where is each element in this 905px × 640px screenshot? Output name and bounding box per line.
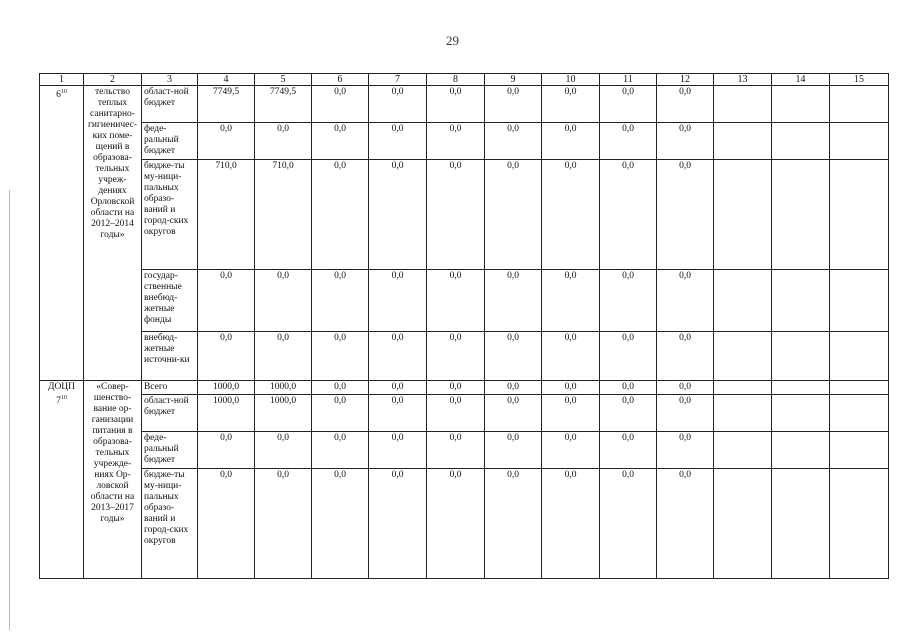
empty-cell <box>830 160 889 270</box>
value-cell: 0,0 <box>600 395 657 432</box>
header-cell: 10 <box>542 74 600 86</box>
value-cell: 0,0 <box>657 332 714 381</box>
program-name-cell: «Совер-шенство-вание ор-ганизации питания в образова-тельных учрежде-ниях Ор-ловской области на 2013–2017 годы» <box>84 381 142 579</box>
empty-cell <box>772 469 830 579</box>
funding-source-cell: государ-ственные внебюд-жетные фонды <box>142 270 198 332</box>
header-cell: 13 <box>714 74 772 86</box>
table-row <box>40 160 889 270</box>
value-cell: 0,0 <box>657 381 714 395</box>
value-cell: 710,0 <box>255 160 312 270</box>
value-cell: 0,0 <box>427 123 485 160</box>
value-cell: 0,0 <box>312 86 369 123</box>
empty-cell <box>772 160 830 270</box>
value-cell: 0,0 <box>427 432 485 469</box>
funding-source-cell: бюдже-ты му-ници-пальных образо-ваний и город-ских округов <box>142 160 198 270</box>
value-cell: 0,0 <box>198 432 255 469</box>
value-cell: 0,0 <box>657 395 714 432</box>
value-cell: 0,0 <box>255 469 312 579</box>
value-cell: 0,0 <box>369 270 427 332</box>
value-cell: 0,0 <box>198 469 255 579</box>
value-cell: 0,0 <box>369 86 427 123</box>
value-cell: 0,0 <box>427 381 485 395</box>
value-cell: 0,0 <box>657 270 714 332</box>
header-row <box>40 74 889 86</box>
value-cell: 0,0 <box>427 270 485 332</box>
funding-source-cell: Всего <box>142 381 198 395</box>
value-cell: 0,0 <box>255 123 312 160</box>
header-cell: 5 <box>255 74 312 86</box>
empty-cell <box>714 381 772 395</box>
empty-cell <box>714 123 772 160</box>
empty-cell <box>772 123 830 160</box>
funding-source-cell: феде-ральный бюджет <box>142 123 198 160</box>
empty-cell <box>714 86 772 123</box>
empty-cell <box>830 469 889 579</box>
value-cell: 0,0 <box>485 86 542 123</box>
value-cell: 0,0 <box>485 123 542 160</box>
empty-cell <box>714 270 772 332</box>
value-cell: 0,0 <box>427 160 485 270</box>
value-cell: 0,0 <box>542 381 600 395</box>
value-cell: 0,0 <box>600 469 657 579</box>
header-cell: 6 <box>312 74 369 86</box>
table-row <box>40 432 889 469</box>
value-cell: 0,0 <box>369 123 427 160</box>
table-row <box>40 332 889 381</box>
value-cell: 0,0 <box>485 432 542 469</box>
page-number: 29 <box>446 33 459 48</box>
empty-cell <box>830 123 889 160</box>
value-cell: 0,0 <box>312 332 369 381</box>
value-cell: 0,0 <box>600 270 657 332</box>
program-code-sup: 10 <box>60 89 67 95</box>
empty-cell <box>714 160 772 270</box>
value-cell: 710,0 <box>198 160 255 270</box>
left-margin-line <box>9 190 10 630</box>
value-cell: 0,0 <box>255 332 312 381</box>
value-cell: 1000,0 <box>255 395 312 432</box>
value-cell: 0,0 <box>657 123 714 160</box>
value-cell: 0,0 <box>600 381 657 395</box>
empty-cell <box>772 381 830 395</box>
value-cell: 0,0 <box>485 332 542 381</box>
value-cell: 0,0 <box>427 332 485 381</box>
empty-cell <box>772 270 830 332</box>
table-row <box>40 381 889 395</box>
value-cell: 7749,5 <box>198 86 255 123</box>
value-cell: 0,0 <box>542 270 600 332</box>
funding-source-cell: област-ной бюджет <box>142 395 198 432</box>
value-cell: 0,0 <box>312 123 369 160</box>
value-cell: 0,0 <box>600 86 657 123</box>
empty-cell <box>830 270 889 332</box>
empty-cell <box>830 332 889 381</box>
value-cell: 0,0 <box>542 395 600 432</box>
value-cell: 0,0 <box>427 86 485 123</box>
value-cell: 0,0 <box>657 469 714 579</box>
value-cell: 0,0 <box>542 160 600 270</box>
header-cell: 8 <box>427 74 485 86</box>
value-cell: 0,0 <box>312 160 369 270</box>
value-cell: 0,0 <box>600 160 657 270</box>
budget-table <box>39 73 889 579</box>
funding-source-cell: внебюд-жетные источни-ки <box>142 332 198 381</box>
value-cell: 0,0 <box>427 469 485 579</box>
value-cell: 7749,5 <box>255 86 312 123</box>
value-cell: 0,0 <box>255 270 312 332</box>
value-cell: 0,0 <box>369 381 427 395</box>
program-code: ДОЦП 7 <box>47 382 76 407</box>
value-cell: 0,0 <box>312 432 369 469</box>
table-row <box>40 395 889 432</box>
value-cell: 1000,0 <box>198 395 255 432</box>
empty-cell <box>772 86 830 123</box>
funding-source-cell: бюдже-ты му-ници-пальных образо-ваний и город-ских округов <box>142 469 198 579</box>
table-row <box>40 123 889 160</box>
value-cell: 0,0 <box>255 432 312 469</box>
value-cell: 0,0 <box>485 395 542 432</box>
empty-cell <box>714 432 772 469</box>
value-cell: 0,0 <box>198 270 255 332</box>
value-cell: 0,0 <box>312 395 369 432</box>
header-cell: 2 <box>84 74 142 86</box>
program-name-cell: тельство теплых санитарно-гигиеничес-ких поме-щений в образова-тельных учреж-дениях Орловской области на 2012–2014 годы» <box>84 86 142 381</box>
empty-cell <box>714 332 772 381</box>
value-cell: 0,0 <box>542 123 600 160</box>
header-cell: 11 <box>600 74 657 86</box>
empty-cell <box>830 395 889 432</box>
header-cell: 14 <box>772 74 830 86</box>
value-cell: 0,0 <box>312 469 369 579</box>
value-cell: 0,0 <box>542 86 600 123</box>
value-cell: 0,0 <box>600 123 657 160</box>
value-cell: 0,0 <box>369 332 427 381</box>
value-cell: 0,0 <box>600 432 657 469</box>
program-code-sup: 10 <box>60 395 67 401</box>
empty-cell <box>772 432 830 469</box>
value-cell: 0,0 <box>657 160 714 270</box>
header-cell: 1 <box>40 74 84 86</box>
value-cell: 0,0 <box>657 86 714 123</box>
empty-cell <box>830 86 889 123</box>
table-row <box>40 270 889 332</box>
empty-cell <box>830 432 889 469</box>
value-cell: 1000,0 <box>255 381 312 395</box>
program-code-cell <box>40 381 84 579</box>
program-code-cell <box>40 86 84 381</box>
value-cell: 0,0 <box>312 381 369 395</box>
value-cell: 0,0 <box>312 270 369 332</box>
empty-cell <box>714 469 772 579</box>
header-cell: 15 <box>830 74 889 86</box>
header-cell: 3 <box>142 74 198 86</box>
header-cell: 12 <box>657 74 714 86</box>
value-cell: 0,0 <box>427 395 485 432</box>
value-cell: 0,0 <box>485 381 542 395</box>
value-cell: 0,0 <box>485 270 542 332</box>
value-cell: 0,0 <box>542 332 600 381</box>
value-cell: 0,0 <box>542 469 600 579</box>
value-cell: 0,0 <box>369 469 427 579</box>
header-cell: 7 <box>369 74 427 86</box>
value-cell: 0,0 <box>198 332 255 381</box>
value-cell: 0,0 <box>542 432 600 469</box>
value-cell: 0,0 <box>369 160 427 270</box>
value-cell: 0,0 <box>369 432 427 469</box>
empty-cell <box>830 381 889 395</box>
table-row <box>40 86 889 123</box>
funding-source-cell: област-ной бюджет <box>142 86 198 123</box>
value-cell: 0,0 <box>485 160 542 270</box>
value-cell: 1000,0 <box>198 381 255 395</box>
value-cell: 0,0 <box>657 432 714 469</box>
value-cell: 0,0 <box>600 332 657 381</box>
header-cell: 4 <box>198 74 255 86</box>
funding-source-cell: феде-ральный бюджет <box>142 432 198 469</box>
table-row <box>40 469 889 579</box>
value-cell: 0,0 <box>198 123 255 160</box>
empty-cell <box>772 395 830 432</box>
value-cell: 0,0 <box>485 469 542 579</box>
program-code: 6 <box>56 90 61 101</box>
empty-cell <box>714 395 772 432</box>
value-cell: 0,0 <box>369 395 427 432</box>
empty-cell <box>772 332 830 381</box>
header-cell: 9 <box>485 74 542 86</box>
